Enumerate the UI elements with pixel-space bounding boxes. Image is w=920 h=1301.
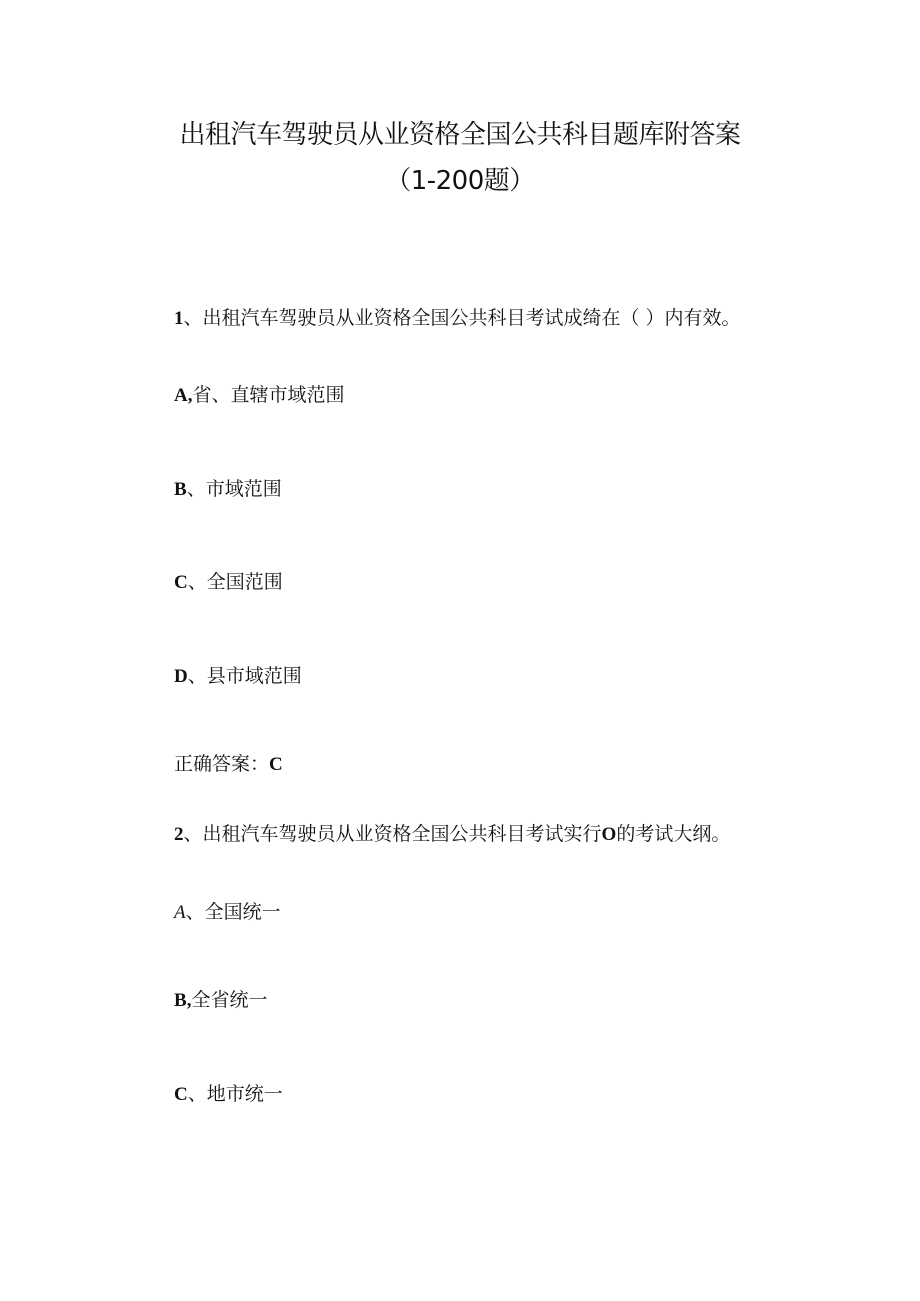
question-number: 1	[174, 308, 184, 329]
option-separator: 、	[186, 478, 206, 500]
option-text: 省、直辖市域范围	[192, 384, 345, 406]
option-separator: 、	[187, 665, 207, 687]
option-letter: C	[174, 1084, 188, 1105]
option-separator: 、	[187, 1083, 207, 1105]
option-d	[174, 663, 302, 690]
question-text-before: 出租汽车驾驶员从业资格全国公共科目考试实行	[202, 823, 602, 845]
option-separator: 、	[185, 901, 205, 923]
question-1	[174, 305, 741, 332]
question-number: 2	[174, 824, 184, 845]
question-text-after: 的考试大纲。	[616, 823, 731, 845]
option-letter: D	[174, 666, 188, 687]
question-2	[174, 821, 730, 848]
option-text: 全国统一	[204, 901, 281, 923]
answer-label: 正确答案：	[174, 753, 270, 775]
option-text: 全省统一	[191, 989, 268, 1011]
option-separator: ,	[186, 990, 192, 1011]
option-c	[174, 569, 283, 596]
document-subtitle: （1-200题）	[385, 166, 535, 196]
option-a	[174, 899, 281, 926]
option-letter: B	[174, 990, 187, 1011]
option-letter: C	[174, 572, 188, 593]
option-separator: 、	[187, 571, 207, 593]
option-letter: A	[174, 385, 188, 406]
option-text: 县市域范围	[206, 665, 302, 687]
option-separator: ,	[187, 385, 193, 406]
option-a	[174, 382, 345, 409]
option-b	[174, 476, 282, 503]
question-separator: 、	[183, 307, 203, 329]
option-text: 全国范围	[206, 571, 283, 593]
option-letter: A	[174, 902, 186, 923]
question-text: 出租汽车驾驶员从业资格全国公共科目考试成绮在（ ）内有效。	[202, 307, 741, 329]
answer-line	[174, 751, 283, 778]
question-separator: 、	[183, 823, 203, 845]
option-b	[174, 987, 267, 1014]
answer-value: C	[269, 754, 283, 775]
question-blank-mark: O	[601, 824, 617, 845]
option-c	[174, 1081, 283, 1108]
option-text: 地市统一	[206, 1083, 283, 1105]
option-letter: B	[174, 479, 187, 500]
option-text: 市域范围	[205, 478, 282, 500]
document-title: 出租汽车驾驶员从业资格全国公共科目题库附答案	[179, 120, 741, 150]
